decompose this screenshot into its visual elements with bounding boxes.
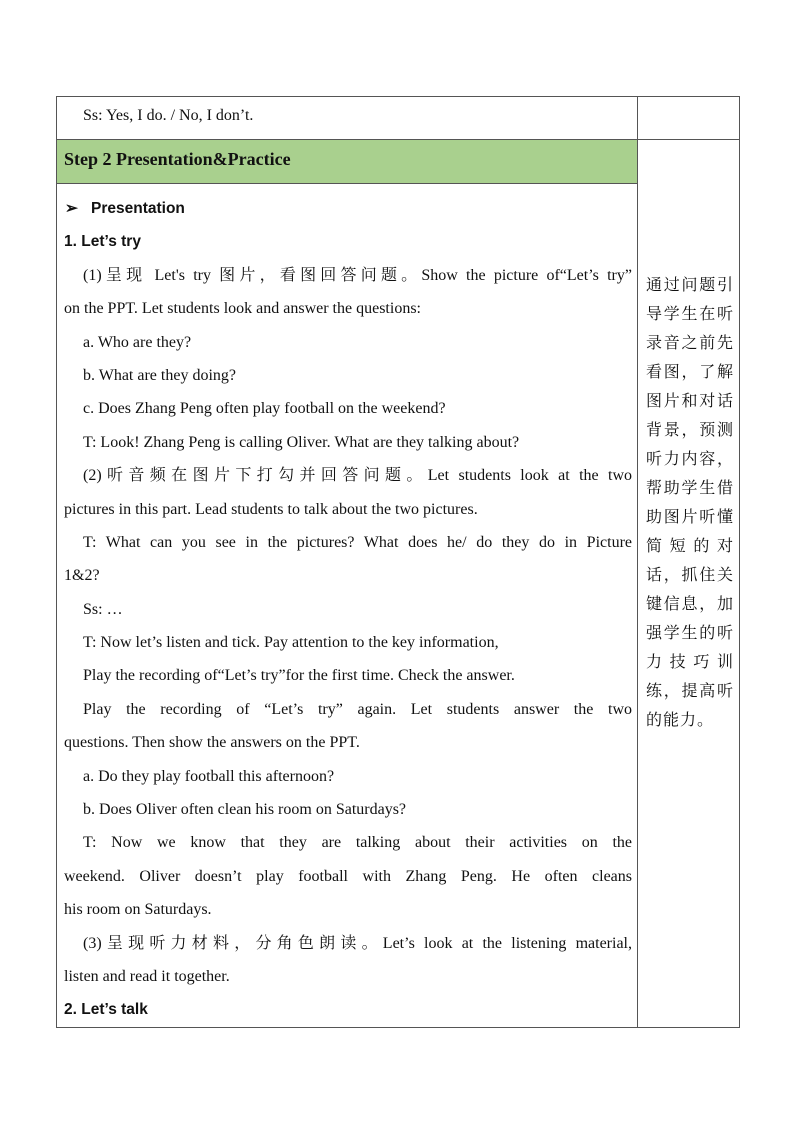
step-title: Step 2 Presentation&Practice [64,149,291,169]
question-line: a. Do they play football this afternoon? [83,767,335,785]
presentation-heading [64,192,632,225]
step-header-row [57,140,740,184]
paragraph-line: on the PPT. Let students look and answer the questions: [64,300,421,318]
previous-row-text: Ss: Yes, I do. / No, I don’t. [83,107,254,124]
paragraph-line: T: Look! Zhang Peng is calling Oliver. What are they talking about? [83,433,520,451]
previous-row [57,97,740,140]
paragraph-line: pictures in this part. Lead students to talk about the two pictures. [64,500,478,518]
paragraph-line: T: Now let’s listen and tick. Pay attention to the key information, [83,634,499,652]
paragraph-line: Play the recording of “Let’s try” again. Let students answer the two [83,700,632,718]
question-line: c. Does Zhang Peng often play football on the weekend? [83,400,446,418]
side-note-text: 通过问题引导学生在听录音之前先看图，了解图片和对话背景，预测听力内容，帮助学生借助图片听懂简短的对话，抓住关键信息，加强学生的听力技巧训练，提高听的能力。 [646,275,734,729]
previous-row-cell [57,97,638,140]
question-line: b. What are they doing? [83,366,236,384]
paragraph-line: questions. Then show the answers on the PPT. [64,734,360,752]
previous-row-side-cell [638,97,740,140]
step-content [57,184,637,1027]
lesson-plan-table [56,96,740,1028]
paragraph-line: Ss: … [83,600,123,618]
paragraph-line: Play the recording of“Let’s try”for the first time. Check the answer. [83,667,515,685]
paragraph-line: his room on Saturdays. [64,901,212,919]
question-line: a. Who are they? [83,333,192,351]
question-line: b. Does Oliver often clean his room on Saturdays? [83,801,407,819]
presentation-heading-label: Presentation [91,200,185,217]
side-note-cell [638,140,740,1028]
paragraph-line: listen and read it together. [64,967,230,985]
lets-talk-heading: 2. Let’s talk [64,1001,148,1019]
paragraph-line: (3)呈现听力材料，分角色朗读。Let’s look at the listening material, [83,934,632,952]
arrow-bullet-icon: ➢ [65,200,78,217]
paragraph-line: T: What can you see in the pictures? What does he/ do they do in Picture [83,533,632,551]
paragraph-line: 1&2? [64,567,100,585]
step-body-cell [57,184,638,1028]
lets-try-heading: 1. Let’s try [64,233,141,251]
step-header-cell [57,140,638,184]
paragraph-line: T: Now we know that they are talking about their activities on the [83,834,632,852]
paragraph-line: (1)呈现 Let's try 图片，看图回答问题。Show the picture of“Let’s try” [83,266,632,284]
paragraph-line: (2)听音频在图片下打勾并回答问题。Let students look at the two [83,467,632,485]
step-body-row [57,184,740,1028]
paragraph-line: weekend. Oliver doesn’t play football with Zhang Peng. He often cleans [64,867,632,885]
